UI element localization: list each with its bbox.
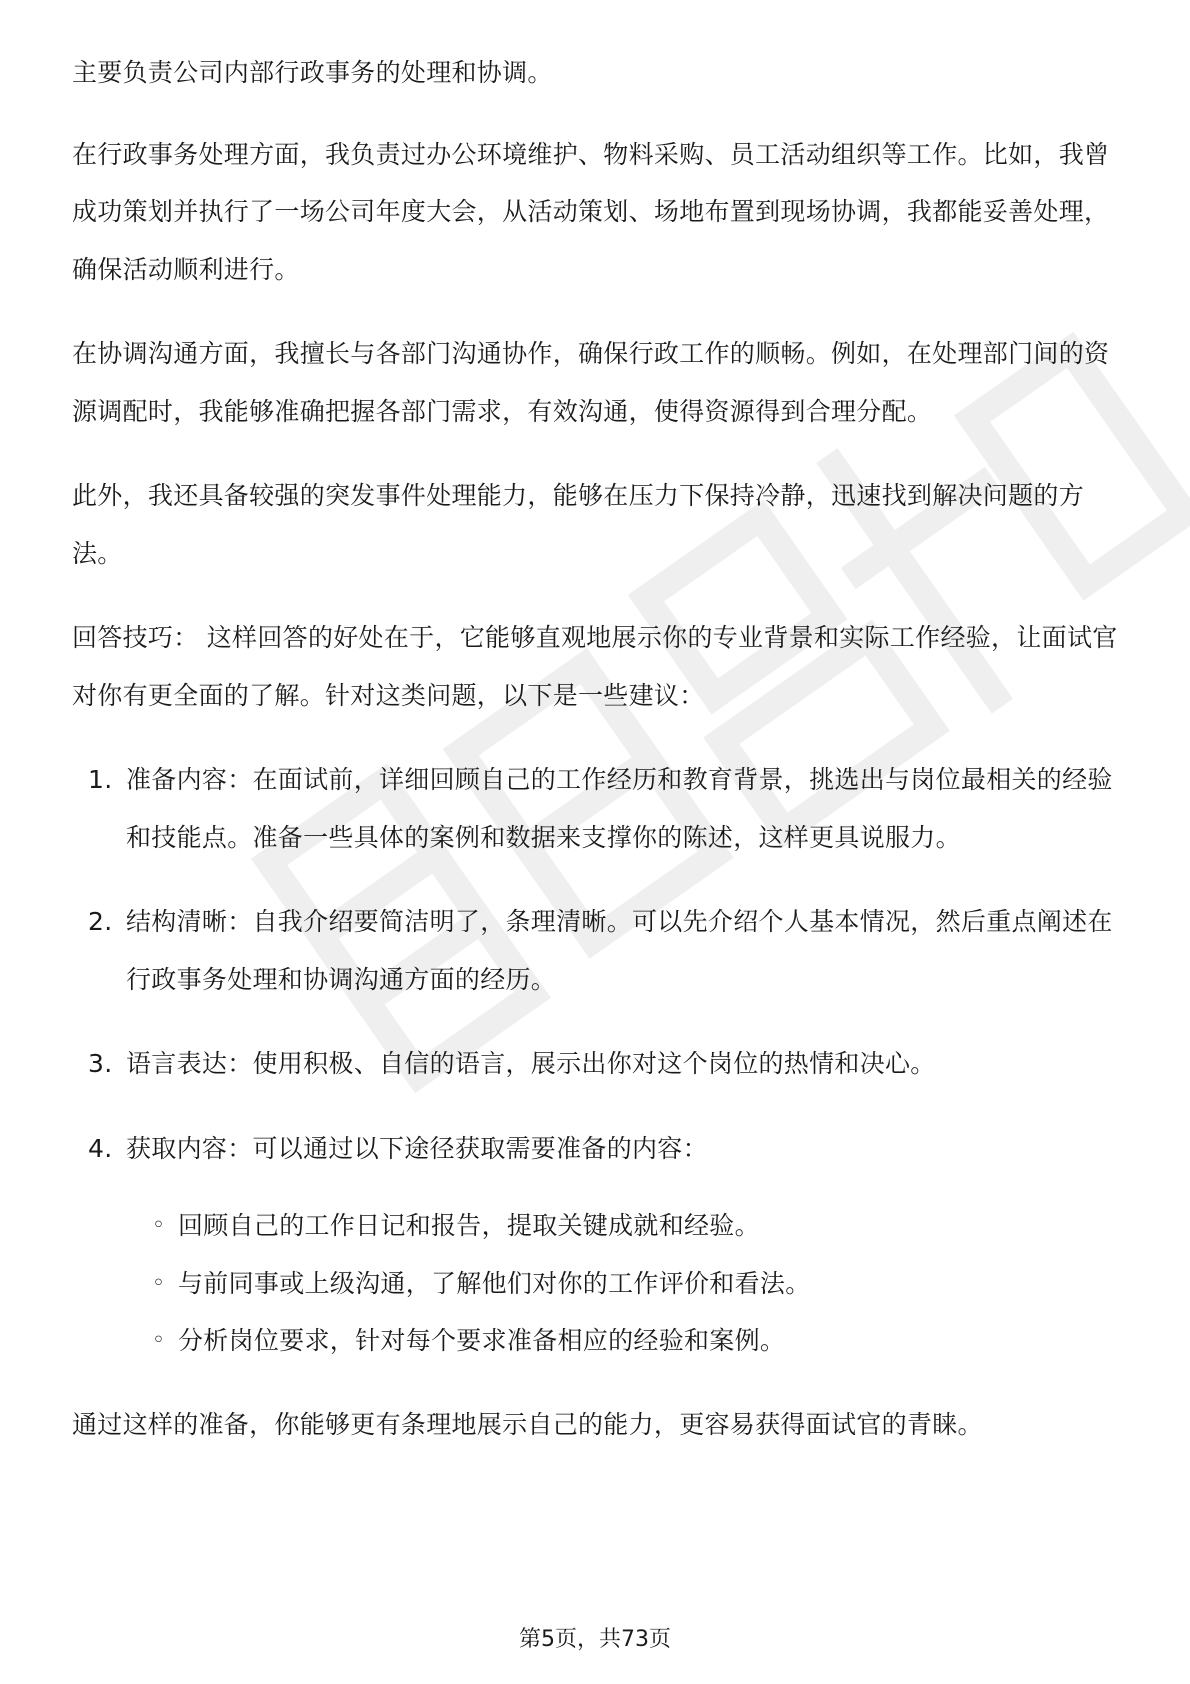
bullet-icon: ◦ <box>152 1213 166 1238</box>
list-item-text: 准备内容：在面试前，详细回顾自己的工作经历和教育背景，挑选出与岗位最相关的经验和技能点。准备一些具体的案例和数据来支撑你的陈述，这样更具说服力。 <box>126 765 1113 852</box>
list-item-text: 获取内容：可以通过以下途径获取需要准备的内容： <box>126 1133 708 1163</box>
sublist-item <box>72 1255 1122 1313</box>
paragraph-closing: 通过这样的准备，你能够更有条理地展示自己的能力，更容易获得面试官的青睐。 <box>72 1409 983 1439</box>
document-page <box>72 44 1122 1480</box>
sublist-item <box>72 1312 1122 1370</box>
paragraph-admin-affairs: 在行政事务处理方面，我负责过办公环境维护、物料采购、员工活动组织等工作。比如，我曾成功策划并执行了一场公司年度大会，从活动策划、场地布置到现场协调，我都能妥善处理，确保活动顺利进行。 <box>72 139 1110 284</box>
list-number: 2. <box>88 907 113 936</box>
sublist-item-text: 与前同事或上级沟通，了解他们对你的工作评价和看法。 <box>178 1268 811 1298</box>
paragraph-intro: 主要负责公司内部行政事务的处理和协调。 <box>72 58 553 87</box>
paragraph-coordination: 在协调沟通方面，我擅长与各部门沟通协作，确保行政工作的顺畅。例如，在处理部门间的资源调配时，我能够准确把握各部门需求，有效沟通，使得资源得到合理分配。 <box>72 339 1110 426</box>
tips-list <box>72 751 1122 1177</box>
bullet-icon: ◦ <box>152 1270 166 1296</box>
list-item <box>72 1120 1122 1178</box>
sublist-item-text: 分析岗位要求，针对每个要求准备相应的经验和案例。 <box>178 1326 786 1355</box>
sources-sublist <box>72 1197 1122 1370</box>
list-item <box>72 1035 1122 1093</box>
list-item-text: 语言表达：使用积极、自信的语言，展示出你对这个岗位的热情和决心。 <box>126 1049 936 1078</box>
paragraph-emergency: 此外，我还具备较强的突发事件处理能力，能够在压力下保持冷静，迅速找到解决问题的方法。 <box>72 481 1085 568</box>
paragraph-answer-tips: 回答技巧： 这样回答的好处在于，它能够直观地展示你的专业背景和实际工作经验，让面试官对你有更全面的了解。针对这类问题，以下是一些建议： <box>72 623 1118 710</box>
bullet-icon: ◦ <box>152 1328 166 1353</box>
list-number: 3. <box>88 1049 113 1078</box>
page-footer: 第5页，共73页 <box>519 1627 671 1652</box>
sublist-item-text: 回顾自己的工作日记和报告，提取关键成就和经验。 <box>178 1211 760 1240</box>
list-item-text: 结构清晰：自我介绍要简洁明了，条理清晰。可以先介绍个人基本情况，然后重点阐述在行政事务处理和协调沟通方面的经历。 <box>126 907 1113 994</box>
list-number: 1. <box>88 765 113 794</box>
list-item <box>72 751 1122 866</box>
list-number: 4. <box>88 1133 113 1163</box>
list-item <box>72 893 1122 1008</box>
sublist-item <box>72 1197 1122 1255</box>
